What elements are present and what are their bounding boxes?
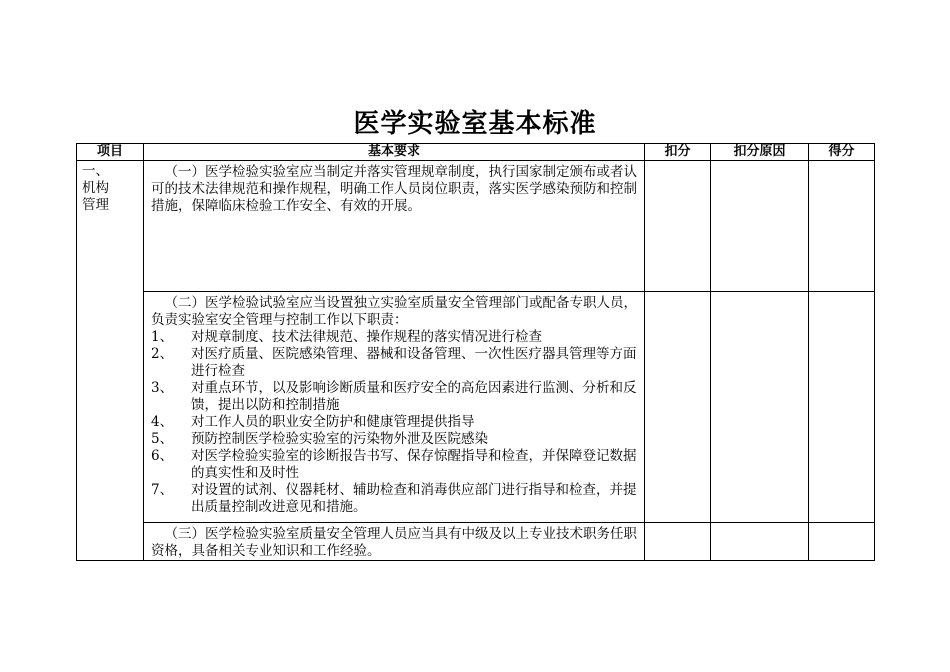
requirement-cell — [144, 161, 645, 292]
table-row — [77, 161, 875, 292]
list-text: 预防控制医学检验实验室的污染物外泄及医院感染 — [191, 431, 488, 447]
table-row — [77, 292, 875, 523]
list-number: 3、 — [151, 380, 174, 396]
requirement-text: （一）医学检验实验室应当制定并落实管理规章制度，执行国家制定颁布或者认可的技术法律规范和操作规程，明确工作人员岗位职责，落实医学感染预防和控制措施，保障临床检验工作安全、有效的开展。 — [151, 164, 637, 214]
list-item — [151, 346, 640, 380]
list-item — [151, 414, 640, 431]
list-item — [151, 482, 640, 516]
header-deduction-reason: 扣分原因 — [711, 144, 809, 161]
score-cell[interactable] — [809, 523, 875, 561]
list-text: 对医疗质量、医院感染管理、器械和设备管理、一次性医疗器具管理等方面进行检查 — [191, 346, 637, 379]
header-deduction: 扣分 — [645, 144, 711, 161]
score-cell[interactable] — [809, 161, 875, 292]
duty-list — [151, 329, 640, 516]
list-number: 5、 — [151, 431, 174, 447]
section-label-line: 一、 — [82, 163, 109, 179]
header-score: 得分 — [809, 144, 875, 161]
list-item — [151, 448, 640, 482]
score-cell[interactable] — [809, 292, 875, 523]
list-text: 对工作人员的职业安全防护和健康管理提供指导 — [191, 414, 475, 430]
list-item — [151, 329, 640, 346]
list-item — [151, 431, 640, 448]
list-text: 对重点环节，以及影响诊断质量和医疗安全的高危因素进行监测、分析和反馈，提出以防和控制措施 — [191, 380, 637, 413]
requirement-text: （二）医学检验试验室应当设置独立实验室质量安全管理部门或配备专职人员，负责实验室安全管理与控制工作以下职责： — [151, 295, 637, 328]
list-number: 6、 — [151, 448, 174, 464]
header-requirement: 基本要求 — [144, 144, 645, 161]
document-title: 医学实验室基本标准 — [353, 109, 597, 139]
list-number: 4、 — [151, 414, 174, 430]
table-header-row — [77, 144, 875, 161]
header-item: 项目 — [77, 144, 144, 161]
list-number: 1、 — [151, 329, 174, 345]
deduction-cell[interactable] — [645, 523, 711, 561]
requirement-cell — [144, 292, 645, 523]
list-item — [151, 380, 640, 414]
deduction-cell[interactable] — [645, 292, 711, 523]
deduction-reason-cell[interactable] — [711, 292, 809, 523]
list-number: 2、 — [151, 346, 174, 362]
requirement-cell — [144, 523, 645, 561]
section-label-line: 机构 — [82, 180, 109, 196]
table-row — [77, 523, 875, 561]
list-number: 7、 — [151, 482, 174, 498]
requirement-text: （三）医学检验实验室质量安全管理人员应当具有中级及以上专业技术职务任职资格，具备相关专业知识和工作经验。 — [151, 526, 637, 559]
standards-table — [76, 143, 875, 561]
list-text: 对规章制度、技术法律规范、操作规程的落实情况进行检查 — [191, 329, 542, 345]
list-text: 对医学检验实验室的诊断报告书写、保存惊醒指导和检查，并保障登记数据的真实性和及时性 — [191, 448, 637, 481]
deduction-reason-cell[interactable] — [711, 523, 809, 561]
deduction-reason-cell[interactable] — [711, 161, 809, 292]
list-text: 对设置的试剂、仪器耗材、辅助检查和消毒供应部门进行指导和检查，并提出质量控制改进意见和措施。 — [191, 482, 637, 515]
section-label-line: 管理 — [82, 197, 109, 213]
section-label — [77, 161, 144, 561]
deduction-cell[interactable] — [645, 161, 711, 292]
